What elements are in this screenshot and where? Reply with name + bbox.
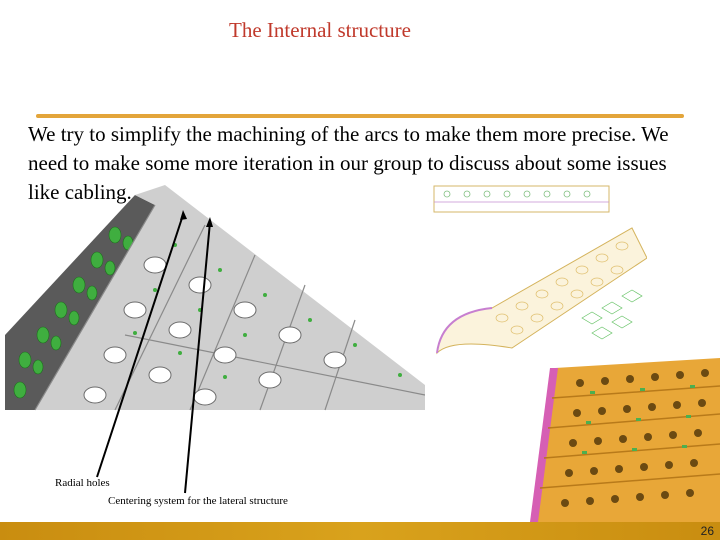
caption-radial-holes: Radial holes [55, 477, 110, 489]
body-text: We try to simplify the machining of the arcs to make them more precise. We need to make some more iteration in our group to discuss about some issues like cabling. [28, 122, 669, 204]
slide-title: The Internal structure [229, 18, 411, 42]
page-number: 26 [700, 524, 714, 538]
caption-centering-system: Centering system for the lateral structure [108, 495, 288, 507]
